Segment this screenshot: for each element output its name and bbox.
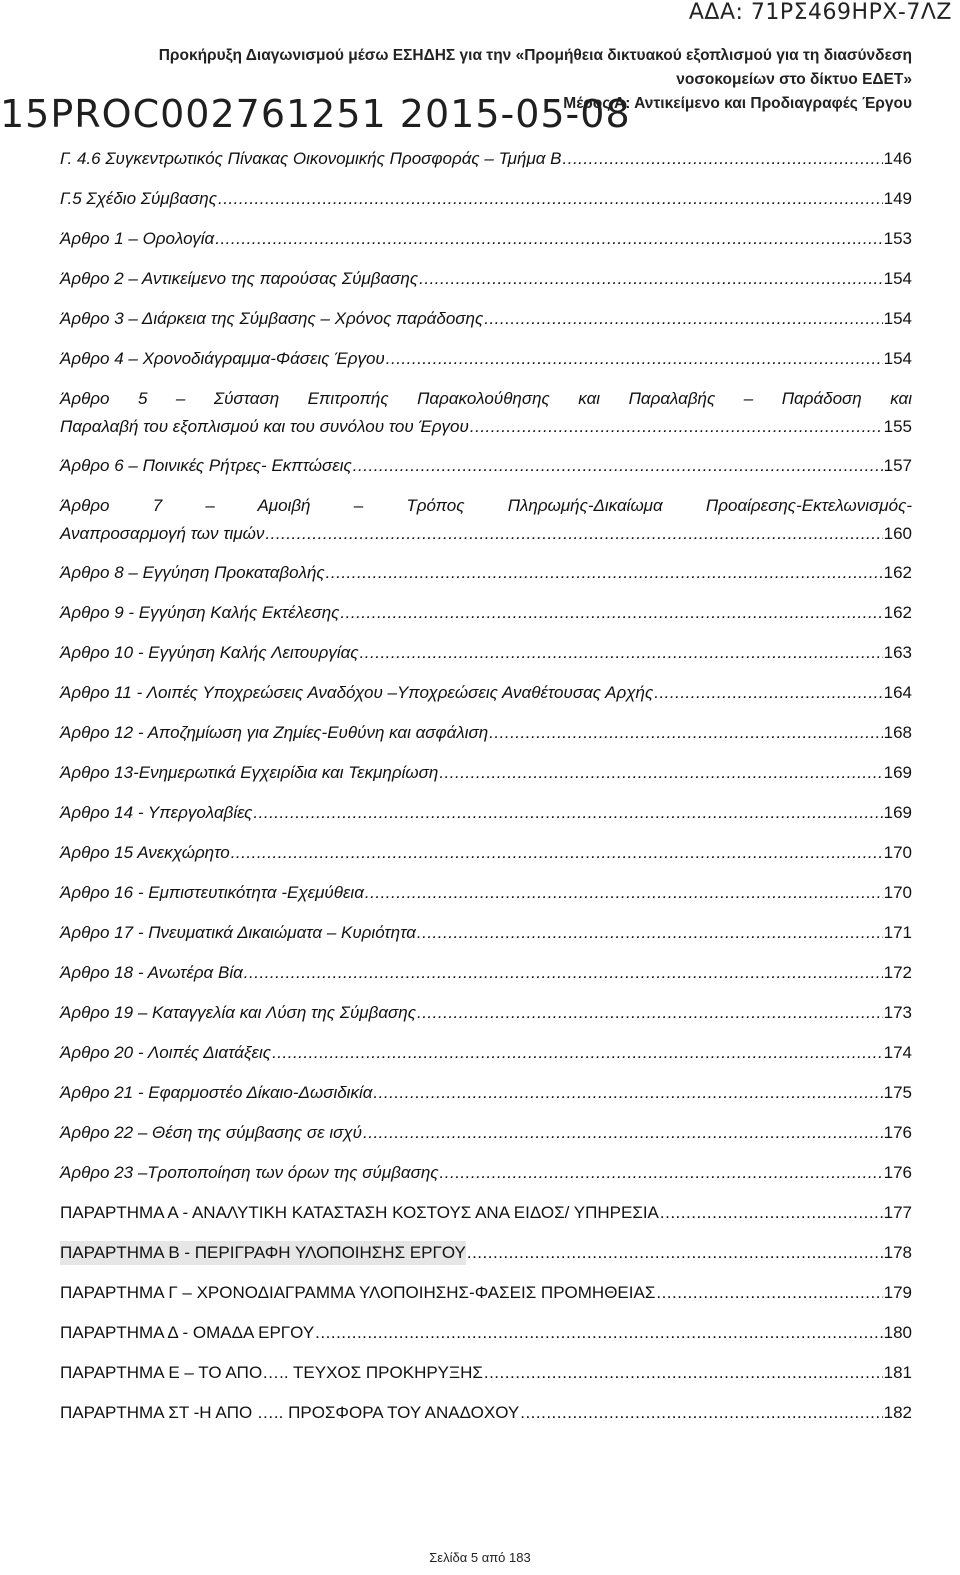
toc-title: ΠΑΡΑΡΤΗΜΑ Α - ΑΝΑΛΥΤΙΚΗ ΚΑΤΑΣΤΑΣΗ ΚΟΣΤΟΥΣ ΑΝΑ ΕΙΔΟΣ/ ΥΠΗΡΕΣΙΑ (60, 1203, 659, 1222)
toc-leader (417, 1001, 883, 1025)
page-footer: Σελίδα 5 από 183 (429, 1550, 531, 1565)
toc-leader (467, 1241, 883, 1265)
ada-code: ΑΔΑ: 71ΡΣ469ΗΡΧ-7ΛΖ (688, 0, 952, 25)
toc-title: Άρθρο 3 – Διάρκεια της Σύμβασης – Χρόνος παράδοσης (60, 309, 484, 328)
toc-page: 174 (883, 1043, 912, 1062)
toc-title: Άρθρο 15 Ανεκχώρητο (60, 843, 230, 862)
toc-page: 182 (883, 1403, 912, 1422)
toc-page: 170 (883, 843, 912, 862)
toc-page: 169 (883, 763, 912, 782)
toc-leader (272, 1041, 883, 1065)
toc-leader (520, 1401, 882, 1425)
toc-page: 171 (883, 923, 912, 942)
toc-title: ΠΑΡΑΡΤΗΜΑ Δ - ΟΜΑΔΑ ΕΡΓΟΥ (60, 1323, 315, 1342)
toc-title: Άρθρο 6 – Ποινικές Ρήτρες- Εκπτώσεις (60, 456, 352, 475)
toc-leader (218, 187, 883, 211)
toc-leader (360, 641, 883, 665)
toc-title: Άρθρο 19 – Καταγγελία και Λύση της Σύμβασης (60, 1003, 416, 1022)
toc-title: Άρθρο 4 – Χρονοδιάγραμμα-Φάσεις Έργου (60, 349, 385, 368)
toc-entry[interactable] (60, 961, 912, 985)
toc-title: Άρθρο 13-Ενημερωτικά Εγχειρίδια και Τεκμηρίωση (60, 763, 439, 782)
toc-entry[interactable] (60, 347, 912, 371)
toc-title: Αναπροσαρμογή των τιμών (60, 524, 265, 543)
toc-title: Γ. 4.6 Συγκεντρωτικός Πίνακας Οικονομικής Προσφοράς – Τμήμα Β (60, 149, 562, 168)
toc-title: Άρθρο 17 - Πνευματικά Δικαιώματα – Κυριότητα (60, 923, 416, 942)
toc-title: Άρθρο 21 - Εφαρμοστέο Δίκαιο-Δωσιδικία (60, 1083, 373, 1102)
toc-title-line1: Άρθρο 7 – Αμοιβή – Τρόπος Πληρωμής-Δικαίωμα Προαίρεσης-Εκτελωνισμός- (60, 496, 912, 515)
toc-page: 177 (883, 1203, 912, 1222)
toc-entry[interactable] (60, 1081, 912, 1105)
toc-leader (363, 1121, 883, 1145)
toc-title: Άρθρο 18 - Ανωτέρα Βία (60, 963, 243, 982)
toc-page: 154 (883, 349, 912, 368)
toc-page: 149 (883, 189, 912, 208)
toc-page: 153 (883, 229, 912, 248)
toc-leader (656, 1281, 882, 1305)
toc-title: Άρθρο 1 – Ορολογία (60, 229, 215, 248)
toc-title: Παραλαβή του εξοπλισμού και του συνόλου του Έργου (60, 417, 469, 436)
toc-leader (489, 721, 882, 745)
toc-page: 172 (883, 963, 912, 982)
toc-title: Άρθρο 14 - Υπεργολαβίες (60, 803, 253, 822)
header-section: Μέρος Α: Αντικείμενο και Προδιαγραφές Έργου (563, 95, 912, 112)
toc-entry[interactable] (60, 721, 912, 745)
toc-page: 178 (883, 1243, 912, 1262)
toc-page: 163 (883, 643, 912, 662)
header-title-line2: νοσοκομείων στο δίκτυο ΕΔΕΤ» (676, 71, 912, 88)
toc-title: Άρθρο 12 - Αποζημίωση για Ζημίες-Ευθύνη και ασφάλιση (60, 723, 489, 742)
toc-page: 175 (883, 1083, 912, 1102)
toc-entry[interactable] (60, 187, 912, 211)
toc-leader (660, 1201, 883, 1225)
toc-entry[interactable] (60, 921, 912, 945)
toc-entry[interactable] (60, 1201, 912, 1225)
toc-entry[interactable] (60, 1321, 912, 1345)
toc-leader (419, 267, 882, 291)
toc-page: 154 (883, 269, 912, 288)
toc-entry[interactable] (60, 801, 912, 825)
toc-entry[interactable] (60, 561, 912, 585)
toc-entry[interactable] (60, 1241, 912, 1265)
toc-page: 164 (883, 683, 912, 702)
toc-leader (253, 801, 882, 825)
toc-page: 169 (883, 803, 912, 822)
toc-page: 160 (883, 524, 912, 543)
toc-leader (353, 454, 883, 478)
toc-leader (439, 761, 882, 785)
toc-leader (231, 841, 883, 865)
toc-entry[interactable] (60, 641, 912, 665)
toc-leader (386, 347, 883, 371)
toc-entry[interactable] (60, 841, 912, 865)
toc-leader (340, 601, 882, 625)
toc-entry[interactable] (60, 267, 912, 291)
toc-title: Άρθρο 16 - Εμπιστευτικότητα -Εχεμύθεια (60, 883, 364, 902)
toc-leader (417, 921, 883, 945)
toc-leader (315, 1321, 882, 1345)
toc-leader (265, 522, 882, 546)
toc-entry[interactable] (60, 1121, 912, 1145)
toc-title-line1: Άρθρο 5 – Σύσταση Επιτροπής Παρακολούθησης και Παραλαβής – Παράδοση και (60, 389, 912, 408)
toc-page: 157 (883, 456, 912, 475)
toc-page: 155 (883, 417, 912, 436)
toc-entry[interactable] (60, 1361, 912, 1385)
toc-leader (373, 1081, 882, 1105)
toc-leader (470, 415, 883, 439)
toc-title: Γ.5 Σχέδιο Σύμβασης (60, 189, 217, 208)
toc-entry[interactable] (60, 494, 912, 546)
toc-leader (563, 147, 883, 171)
toc-entry[interactable] (60, 1041, 912, 1065)
toc-title: Άρθρο 9 - Εγγύηση Καλής Εκτέλεσης (60, 603, 340, 622)
toc-title: Άρθρο 22 – Θέση της σύμβασης σε ισχύ (60, 1123, 363, 1142)
toc-page: 181 (883, 1363, 912, 1382)
toc-page: 176 (883, 1123, 912, 1142)
toc-entry[interactable] (60, 601, 912, 625)
toc-entry[interactable] (60, 387, 912, 439)
toc-title: Άρθρο 2 – Αντικείμενο της παρούσας Σύμβασης (60, 269, 419, 288)
toc-leader (440, 1161, 883, 1185)
toc-page: 146 (883, 149, 912, 168)
toc-leader (326, 561, 883, 585)
toc-title: Άρθρο 10 - Εγγύηση Καλής Λειτουργίας (60, 643, 359, 662)
toc-entry[interactable] (60, 1161, 912, 1185)
toc-entry[interactable] (60, 1401, 912, 1425)
toc-leader (215, 227, 882, 251)
toc-page: 176 (883, 1163, 912, 1182)
document-stamp: 15PROC002761251 2015-05-08 (0, 92, 631, 136)
toc-leader (654, 681, 882, 705)
toc-page: 162 (883, 563, 912, 582)
toc-page: 168 (883, 723, 912, 742)
toc-entry[interactable] (60, 1281, 912, 1305)
toc-title: Άρθρο 11 - Λοιπές Υποχρεώσεις Αναδόχου –Υποχρεώσεις Αναθέτουσας Αρχής (60, 683, 654, 702)
toc-title: ΠΑΡΑΡΤΗΜΑ Γ – ΧΡΟΝΟΔΙΑΓΡΑΜΜΑ ΥΛΟΠΟΙΗΣΗΣ-ΦΑΣΕΙΣ ΠΡΟΜΗΘΕΙΑΣ (60, 1283, 656, 1302)
header-title-line1: Προκήρυξη Διαγωνισμού μέσω ΕΣΗΔΗΣ για την «Προμήθεια δικτυακού εξοπλισμού για τη διασύνδεση (158, 47, 912, 64)
toc-entry[interactable] (60, 454, 912, 478)
toc-entry[interactable] (60, 881, 912, 905)
toc-entry[interactable] (60, 227, 912, 251)
toc-entry[interactable] (60, 147, 912, 171)
toc-page: 154 (883, 309, 912, 328)
toc-page: 180 (883, 1323, 912, 1342)
toc-title: Άρθρο 23 –Τροποποίηση των όρων της σύμβασης (60, 1163, 439, 1182)
toc-title: Άρθρο 20 - Λοιπές Διατάξεις (60, 1043, 272, 1062)
toc-page: 170 (883, 883, 912, 902)
toc-title: ΠΑΡΑΡΤΗΜΑ Ε – ΤΟ ΑΠΟ….. ΤΕΥΧΟΣ ΠΡΟΚΗΡΥΞΗΣ (60, 1363, 483, 1382)
toc-title: ΠΑΡΑΡΤΗΜΑ Β - ΠΕΡΙΓΡΑΦΗ ΥΛΟΠΟΙΗΣΗΣ ΕΡΓΟΥ (60, 1241, 466, 1265)
toc-leader (484, 1361, 883, 1385)
toc-leader (244, 961, 883, 985)
toc-page: 173 (883, 1003, 912, 1022)
toc-entry[interactable] (60, 681, 912, 705)
toc-leader (365, 881, 883, 905)
toc-entry[interactable] (60, 761, 912, 785)
toc-leader (484, 307, 882, 331)
toc-entry[interactable] (60, 1001, 912, 1025)
toc-page: 179 (883, 1283, 912, 1302)
toc-title: ΠΑΡΑΡΤΗΜΑ ΣΤ -Η ΑΠΟ ….. ΠΡΟΣΦΟΡΑ ΤΟΥ ΑΝΑΔΟΧΟΥ (60, 1403, 520, 1422)
toc-page: 162 (883, 603, 912, 622)
toc-title: Άρθρο 8 – Εγγύηση Προκαταβολής (60, 563, 325, 582)
toc-entry[interactable] (60, 307, 912, 331)
